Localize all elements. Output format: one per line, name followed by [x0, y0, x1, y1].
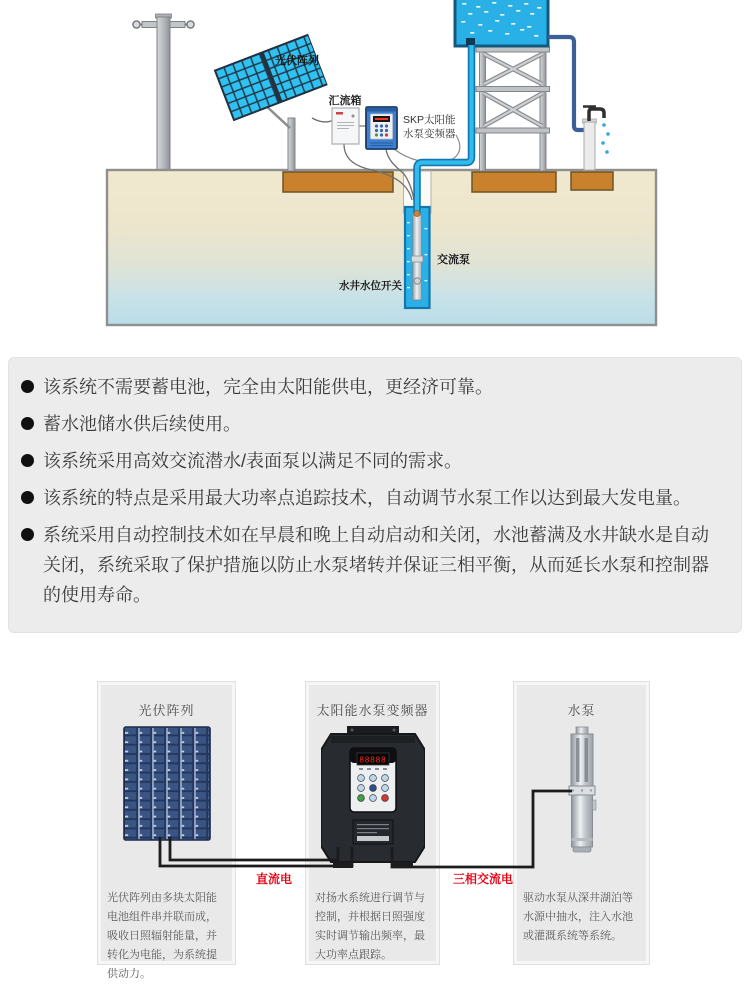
foundation-block: [283, 172, 393, 192]
feature-text: 该系统不需要蓄电池，完全由太阳能供电，更经济可靠。: [43, 377, 493, 397]
water-tower: [476, 46, 550, 171]
component-description: 光伏阵列由多块太阳能电池组件串并联而成，吸收日照辐射能量，并转化为电能，为系统提供动力。: [107, 892, 217, 980]
label-pv-array: 光伏阵列: [275, 55, 319, 67]
label-well-switch: 水井水位开关: [339, 280, 402, 292]
foundation-block: [472, 172, 556, 192]
label-inverter-line1: SKP太阳能: [403, 114, 456, 126]
feature-item: [21, 446, 717, 476]
well-and-pump: [405, 207, 430, 308]
combiner-box: [332, 108, 359, 144]
feature-text: 该系统的特点是采用最大功率点追踪技术，自动调节水泵工作以达到最大发电量。: [43, 488, 691, 508]
component-box-inverter: [305, 681, 440, 965]
pump-image: [559, 726, 605, 854]
component-box-pump: [513, 681, 650, 965]
feature-item: [21, 409, 717, 439]
system-diagram: [0, 0, 750, 345]
tank-outlet-valve: [466, 38, 475, 46]
bullet-icon: [21, 454, 34, 467]
dc-power-label: 直流电: [255, 872, 292, 886]
utility-pole: [133, 14, 194, 171]
ground-cross-section: [107, 170, 656, 325]
inverter-display: 88888: [358, 755, 387, 765]
label-inverter-line2: 水泵变频器: [403, 128, 456, 140]
water-drips: [601, 123, 610, 154]
foundation-block: [571, 172, 613, 190]
component-flow-section: [0, 650, 750, 995]
outlet-pipe: [548, 37, 584, 130]
component-description: 对扬水系统进行调节与控制，并根据日照强度实时调节输出频率，最大功率点跟踪。: [315, 892, 425, 961]
feature-text: 系统采用自动控制技术如在早晨和晚上自动启动和关闭，水池蓄满及水井缺水是自动关闭，系统采取了保护措施以防止水泵堵转并保证三相平衡，从而延长水泵和控制器的使用寿命。: [43, 525, 709, 605]
pump-head: [414, 211, 420, 217]
ac-power-label: 三相交流电: [452, 872, 513, 886]
features-panel: [8, 357, 742, 633]
component-box-pv-array: [97, 681, 236, 980]
label-ac-pump: 交流泵: [437, 254, 470, 266]
faucet-assembly: [548, 37, 610, 170]
water-tank: [455, 0, 548, 46]
component-title: 水泵: [567, 703, 596, 718]
bullet-icon: [21, 417, 34, 430]
water-level-switch: [414, 278, 420, 284]
feature-item: [21, 520, 717, 610]
inverter-image: [321, 726, 425, 870]
bullet-icon: [21, 528, 34, 541]
component-title: 光伏阵列: [138, 703, 195, 718]
component-description: 驱动水泵从深井湖泊等水源中抽水，注入水池或灌溉系统等系统。: [523, 892, 633, 942]
solar-panel-image: [123, 726, 211, 841]
label-combiner: 汇流箱: [328, 95, 362, 107]
bullet-icon: [21, 491, 34, 504]
feature-item: [21, 483, 717, 513]
feature-item: [21, 372, 717, 402]
feature-text: 该系统采用高效交流潜水/表面泵以满足不同的需求。: [43, 451, 462, 471]
feature-text: 蓄水池储水供后续使用。: [43, 414, 241, 434]
component-title: 太阳能水泵变频器: [316, 703, 429, 718]
bullet-icon: [21, 380, 34, 393]
inverter-illustration: [366, 107, 397, 149]
